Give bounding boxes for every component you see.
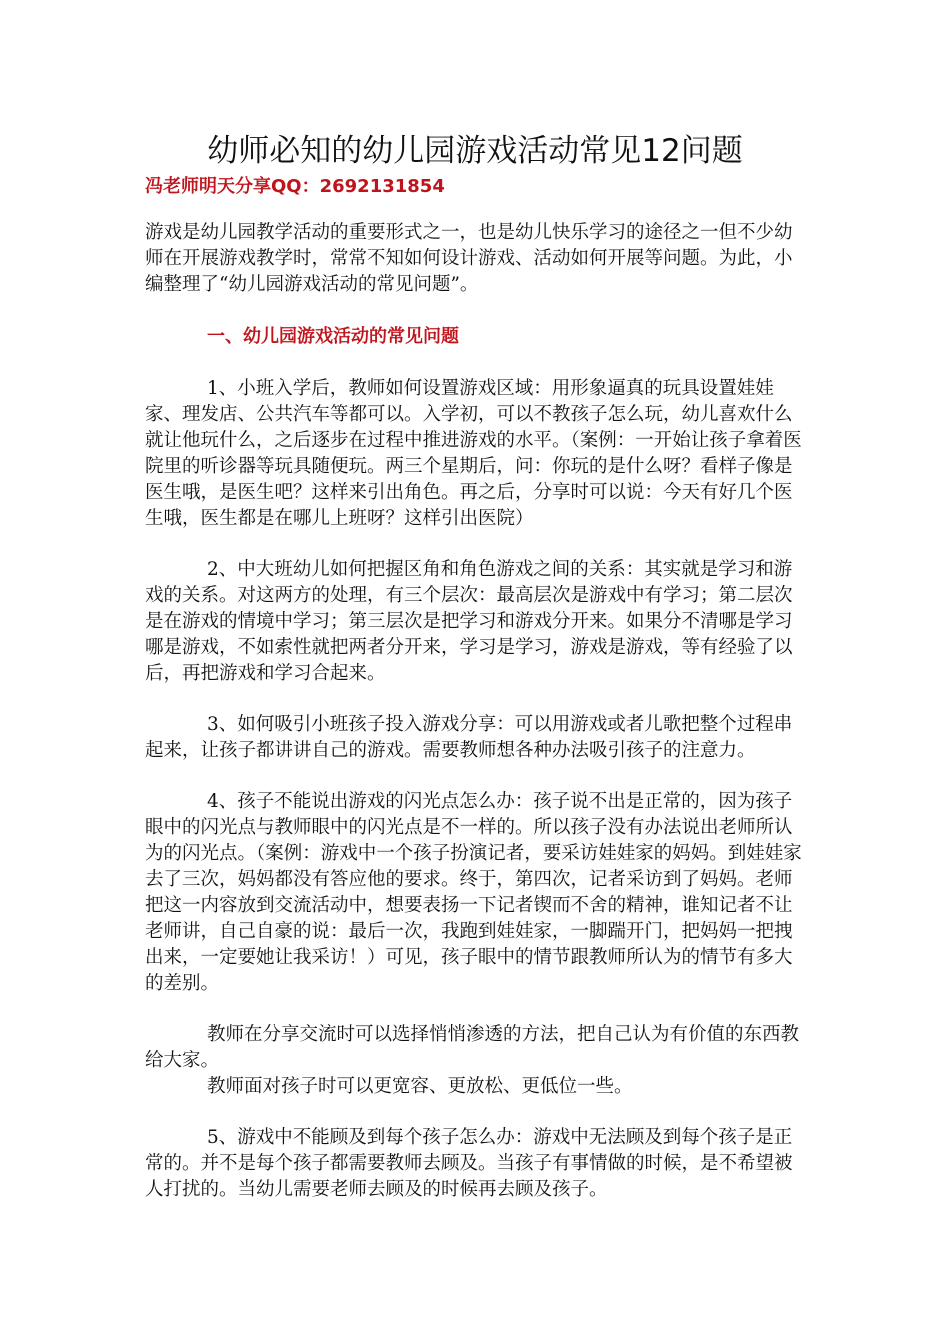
item-paragraph-5: 5、游戏中不能顾及到每个孩子怎么办：游戏中无法顾及到每个孩子是正常的。并不是每个孩子都需要教师去顾及。当孩子有事情做的时候，是不希望被人打扰的。当幼儿需要老师去顾及的时候再去顾及孩子。 bbox=[145, 1127, 793, 1200]
author-line: 冯老师明天分享QQ：2692131854 bbox=[145, 176, 445, 197]
item-paragraph-3: 3、如何吸引小班孩子投入游戏分享：可以用游戏或者儿歌把整个过程串起来，让孩子都讲讲自己的游戏。需要教师想各种办法吸引孩子的注意力。 bbox=[145, 714, 793, 761]
document-body bbox=[145, 220, 810, 1203]
section-heading: 一、幼儿园游戏活动的常见问题 bbox=[207, 326, 459, 347]
item-paragraph-2: 2、中大班幼儿如何把握区角和角色游戏之间的关系：其实就是学习和游戏的关系。对这两方的处理，有三个层次：最高层次是游戏中有学习；第二层次是在游戏的情境中学习；第三层次是把学习和游戏分开来。如果分不清哪是学习哪是游戏，不如索性就把两者分开来，学习是学习，游戏是游戏，等有经验了以后，再把游戏和学习合起来。 bbox=[145, 559, 793, 684]
item-paragraph-4: 4、孩子不能说出游戏的闪光点怎么办：孩子说不出是正常的，因为孩子眼中的闪光点与教师眼中的闪光点是不一样的。所以孩子没有办法说出老师所认为的闪光点。（案例：游戏中一个孩子扮演记者，要采访娃娃家的妈妈。到娃娃家去了三次，妈妈都没有答应他的要求。终于，第四次，记者采访到了妈妈。老师把这一内容放到交流活动中，想要表扬一下记者锲而不舍的精神，谁知记者不让老师讲，自己自豪的说：最后一次，我跑到娃娃家，一脚踹开门，把妈妈一把拽出来，一定要她让我采访！）可见，孩子眼中的情节跟教师所认为的情节有多大的差别。 bbox=[145, 791, 802, 994]
document-title: 幼师必知的幼儿园游戏活动常见12问题 bbox=[207, 133, 743, 169]
note-paragraph-1: 教师在分享交流时可以选择悄悄渗透的方法，把自己认为有价值的东西教给大家。 bbox=[145, 1024, 800, 1071]
item-paragraph-1: 1、小班入学后，教师如何设置游戏区域：用形象逼真的玩具设置娃娃家、理发店、公共汽车等都可以。入学初，可以不教孩子怎么玩，幼儿喜欢什么就让他玩什么，之后逐步在过程中推进游戏的水平。（案例：一开始让孩子拿着医院里的听诊器等玩具随便玩。两三个星期后，问：你玩的是什么呀？看样子像是医生哦，是医生吧？这样来引出角色。再之后，分享时可以说：今天有好几个医生哦，医生都是在哪儿上班呀？这样引出医院） bbox=[145, 378, 802, 529]
note-paragraph-2: 教师面对孩子时可以更宽容、更放松、更低位一些。 bbox=[207, 1076, 633, 1097]
intro-paragraph: 游戏是幼儿园教学活动的重要形式之一，也是幼儿快乐学习的途径之一但不少幼师在开展游戏教学时，常常不知如何设计游戏、活动如何开展等问题。为此，小编整理了“幼儿园游戏活动的常见问题”。 bbox=[145, 222, 793, 295]
